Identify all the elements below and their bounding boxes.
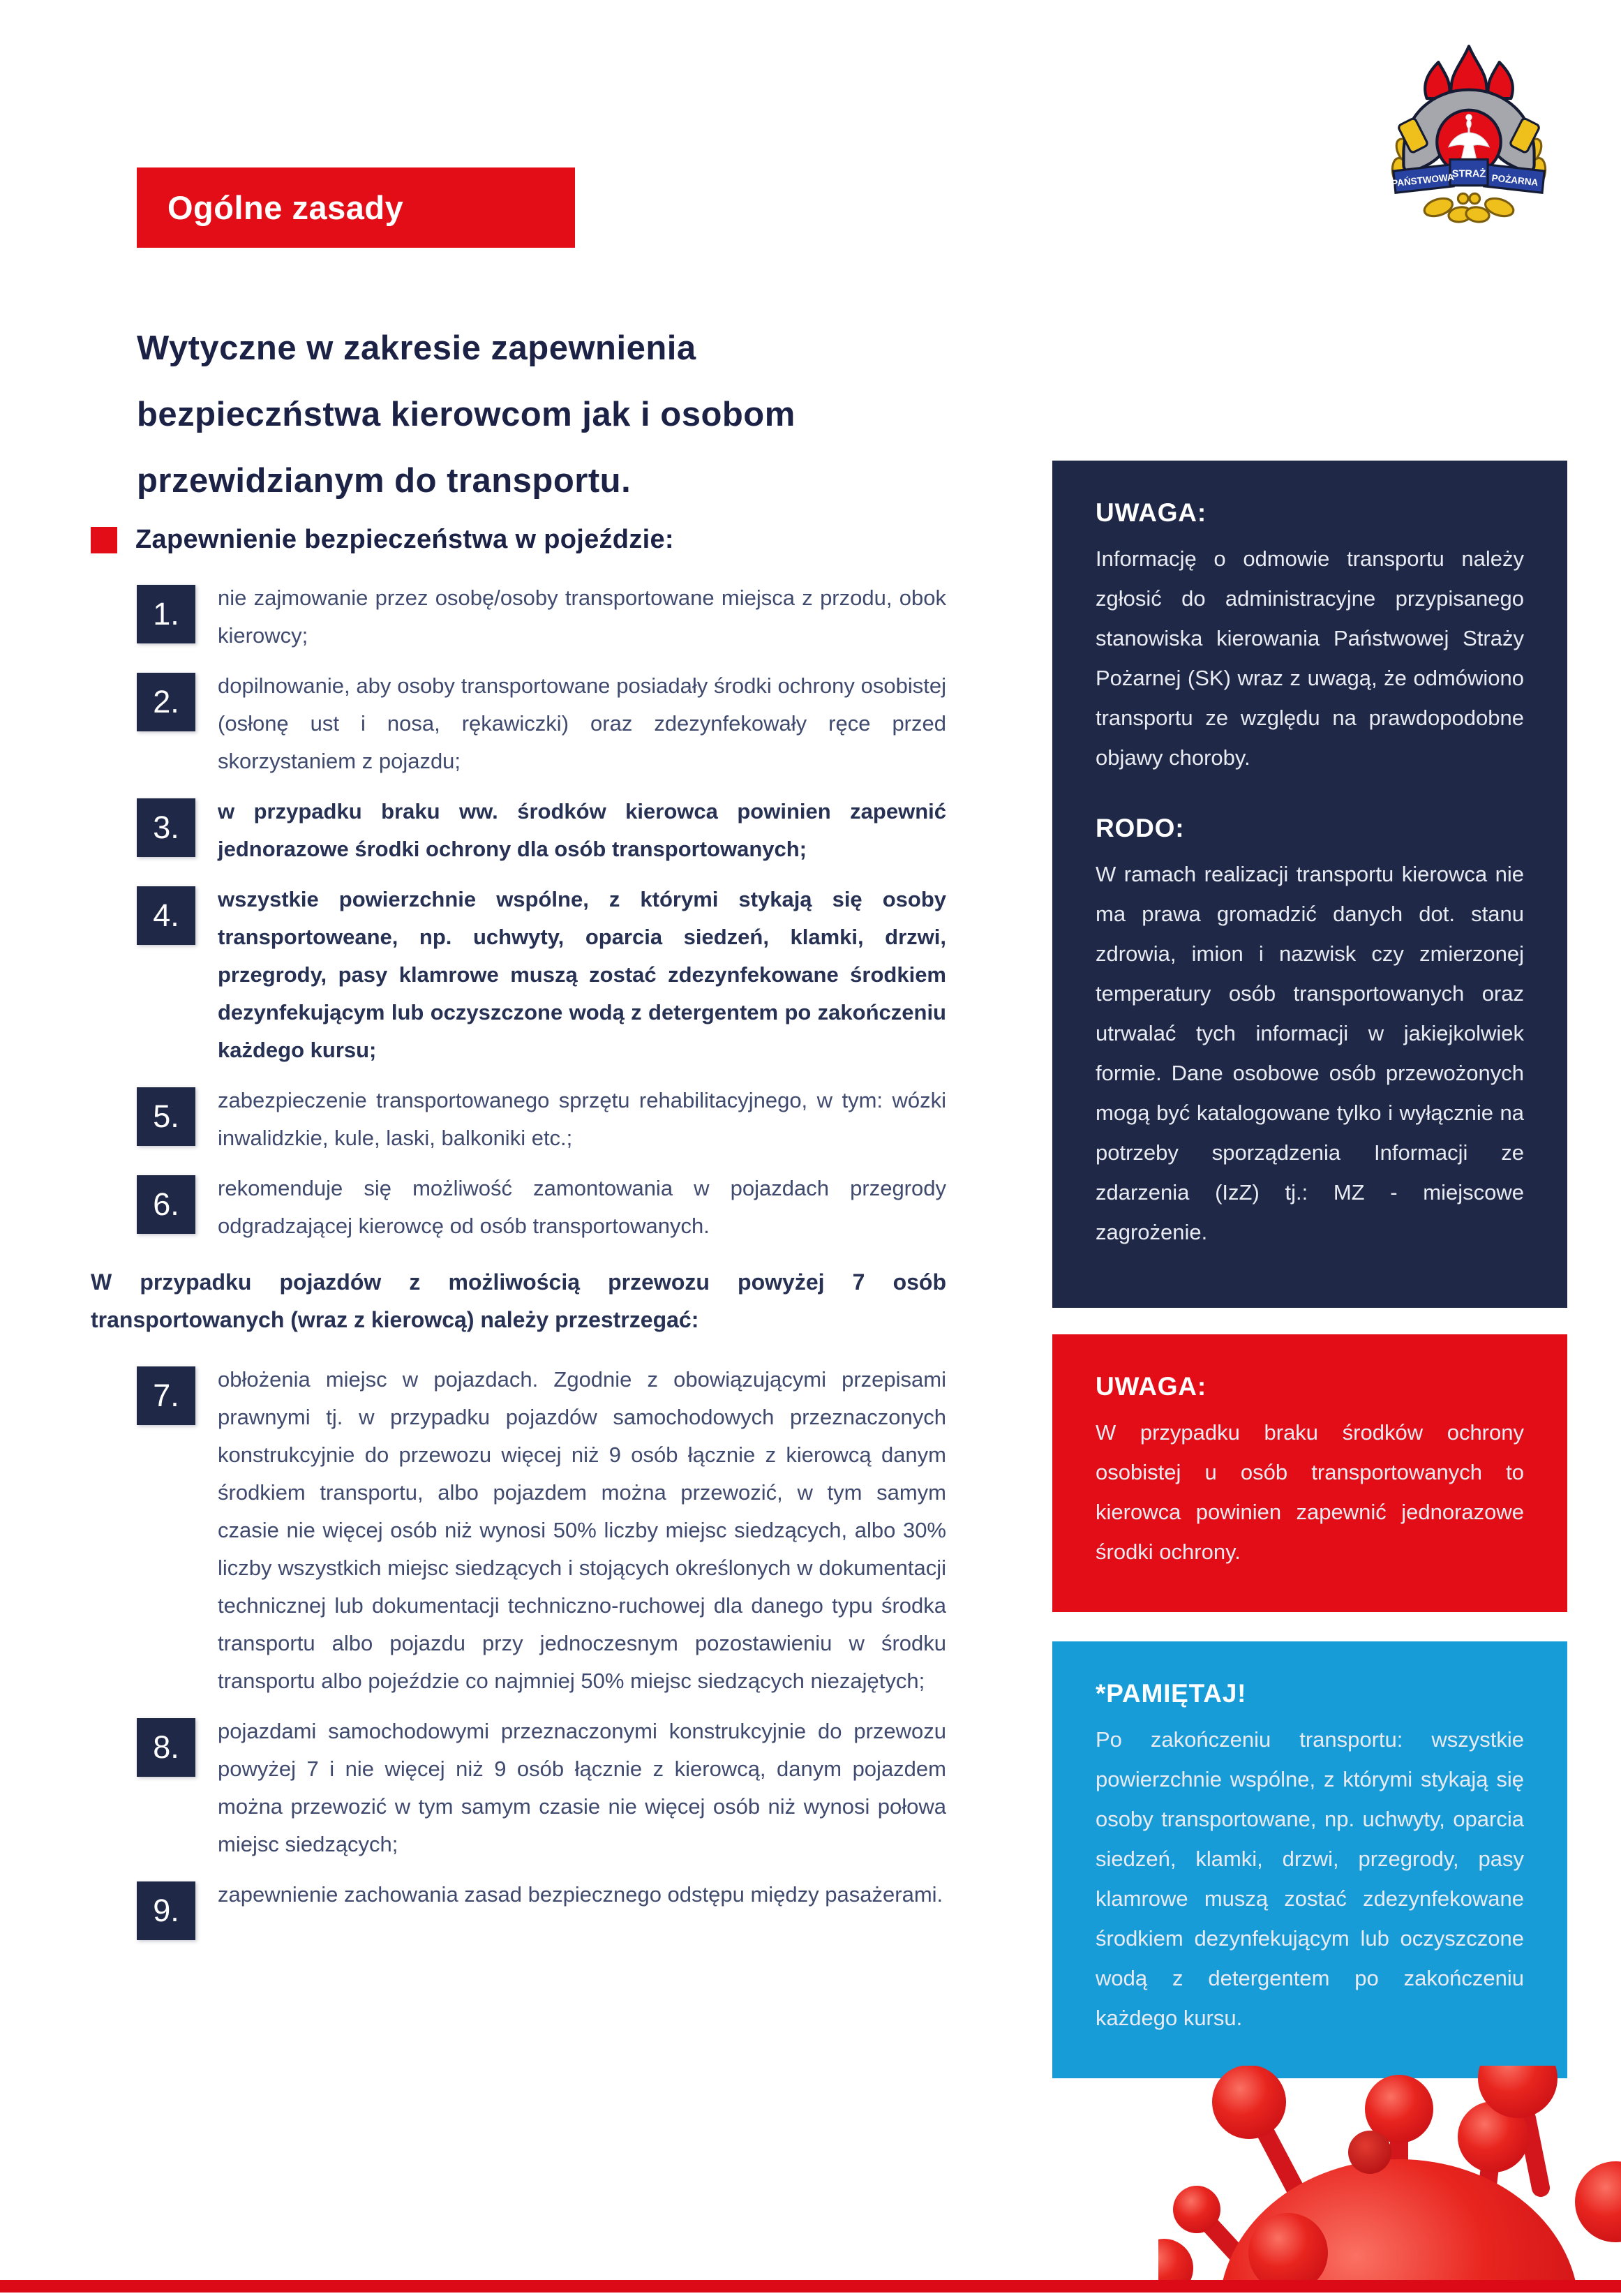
item-text: wszystkie powierzchnie wspólne, z którymi stykają się osoby transportoweane, np. uchwyty, oparcia siedzeń, klamki, drzwi, przegrody, pasy klamrowe muszą zostać zdezynfekowane środkiem dezynfekującym lub oczyszczone wodą z detergentem po zakończeniu każdego kursu;: [218, 887, 946, 1062]
list-item: [137, 1175, 946, 1245]
header-badge: [137, 167, 575, 248]
sidebar-note-pamietaj: [1052, 1641, 1567, 2078]
section-subheading: W przypadku pojazdów z możliwością przewozu powyżej 7 osób transportowanych (wraz z kierowcą) należy przestrzegać:: [91, 1269, 946, 1332]
list-item: [137, 1881, 946, 1940]
item-number-badge: 5.: [137, 1087, 195, 1146]
rodo-body: W ramach realizacji transportu kierowca nie ma prawa gromadzić danych dot. stanu zdrowia, imion i nazwisk czy zmierzonej temperatury osób transportowanych oraz utrwalać tych informacji w jakiejkolwiek formie. Dane osobowe osób przewożonych mogą być katalogowane tylko i wyłącznie na potrzeby sporządzenia Informacji ze zdarzenia (IzZ) tj.: MZ - miejscowe zagrożenie.: [1096, 862, 1524, 1244]
footer-red-bar: [0, 2280, 1621, 2293]
red-square-bullet-icon: [91, 527, 117, 553]
item-text: zapewnienie zachowania zasad bezpiecznego odstępu między pasażerami.: [218, 1882, 943, 1907]
item-number-badge: 3.: [137, 798, 195, 857]
logo-banner-right: POŻARNA: [1491, 172, 1539, 188]
uwaga2-body: W przypadku braku środków ochrony osobistej u osób transportowanych to kierowca powinien zapewnić jednorazowe środki ochrony.: [1096, 1420, 1524, 1564]
page-title-line-1: Wytyczne w zakresie zapewnienia: [137, 329, 696, 367]
item-number-badge: 8.: [137, 1718, 195, 1777]
page-title-line-2: bezpieczństwa kierowcom jak i osobom: [137, 396, 795, 433]
item-number-badge: 4.: [137, 886, 195, 945]
sidebar: [1052, 461, 1567, 2078]
item-text: nie zajmowanie przez osobę/osoby transportowane miejsca z przodu, obok kierowcy;: [218, 586, 946, 648]
sidebar-note-uwaga-red: [1052, 1334, 1567, 1612]
item-text: obłożenia miejsc w pojazdach. Zgodnie z obowiązującymi przepisami prawnymi tj. w przypadku pojazdów samochodowych przeznaczonych konstrukcyjnie do przewozu więcej niż 9 osób łącznie z kierowcą danym środkiem transportu, albo pojazdem można przewozić, w tym samym czasie nie więcej osób niż wynosi 50% liczby miejsc siedzących, albo 30% liczby wszystkich miejsc siedzących i stojących określonych w dokumentacji technicznej lub dokumentacji techniczno-ruchowej dla danego typu środka transportu albo pojazdu przy jednoczesnym pozostawieniu w środku transportu albo pojeździe co najmniej 50% miejsc siedzących niezajętych;: [218, 1367, 946, 1693]
list-item: [137, 798, 946, 868]
item-text: dopilnowanie, aby osoby transportowane posiadały środki ochrony osobistej (osłonę ust i nosa, rękawiczki) oraz zdezynfekowały ręce przed skorzystaniem z pojazdu;: [218, 673, 946, 773]
uwaga-heading: UWAGA:: [1096, 498, 1207, 527]
page-title-line-3: przewidzianym do transportu.: [137, 462, 632, 500]
uwaga2-heading: UWAGA:: [1096, 1372, 1207, 1401]
guidelines-list: [91, 585, 946, 1958]
psp-logo-icon: [1382, 43, 1556, 225]
list-item: [137, 585, 946, 655]
logo-banner-center: STRAŻ: [1451, 168, 1486, 180]
item-text: rekomenduje się możliwość zamontowania w pojazdach przegrody odgradzającej kierowcę od osób transportowanych.: [218, 1176, 946, 1238]
header-badge-label: Ogólne zasady: [167, 189, 404, 226]
list-item: [137, 673, 946, 780]
spacer: [1096, 777, 1524, 814]
item-number-badge: 9.: [137, 1881, 195, 1940]
list-item: [137, 1087, 946, 1157]
coronavirus-icon: [1158, 2066, 1621, 2293]
section-heading-row: [91, 525, 674, 555]
item-text: pojazdami samochodowymi przeznaczonymi konstrukcyjnie do przewozu powyżej 7 i nie więcej niż 9 osób łącznie z kierowcą, danym pojazdem można przewozić w tym samym czasie nie więcej osób niż wynosi połowa miejsc siedzących;: [218, 1719, 946, 1856]
item-text: zabezpieczenie transportowanego sprzętu rehabilitacyjnego, w tym: wózki inwalidzkie, kule, laski, balkoniki etc.;: [218, 1088, 946, 1150]
sidebar-note-uwaga-rodo: [1052, 461, 1567, 1308]
item-text: w przypadku braku ww. środków kierowca powinien zapewnić jednorazowe środki ochrony dla osób transportowanych;: [218, 799, 946, 861]
section-heading: Zapewnienie bezpieczeństwa w pojeździe:: [135, 525, 674, 554]
page-title: [137, 315, 795, 514]
pamietaj-heading: *PAMIĘTAJ!: [1096, 1679, 1247, 1708]
item-number-badge: 7.: [137, 1366, 195, 1425]
item-number-badge: 1.: [137, 585, 195, 643]
pamietaj-body: Po zakończeniu transportu: wszystkie powierzchnie wspólne, z którymi stykają się osoby transportowane, np. uchwyty, oparcia siedzeń, klamki, drzwi, przegrody, pasy klamrowe muszą zostać zdezynfekowane środkiem dezynfekującym lub oczyszczone wodą z detergentem po zakończeniu każdego kursu.: [1096, 1727, 1524, 2030]
item-number-badge: 2.: [137, 673, 195, 731]
list-item: [137, 1366, 946, 1700]
coronavirus-illustration: [1158, 2066, 1621, 2293]
logo-banner-left: PAŃSTWOWA: [1391, 172, 1455, 189]
item-number-badge: 6.: [137, 1175, 195, 1234]
psp-logo: [1382, 43, 1556, 230]
rodo-heading: RODO:: [1096, 814, 1185, 842]
list-item: [137, 886, 946, 1069]
uwaga-body: Informację o odmowie transportu należy zgłosić do administracyjne przypisanego stanowiska kierowania Państwowej Straży Pożarnej (SK) wraz z uwagą, że odmówiono transportu ze względu na prawdopodobne objawy choroby.: [1096, 546, 1524, 770]
list-item: [137, 1718, 946, 1863]
